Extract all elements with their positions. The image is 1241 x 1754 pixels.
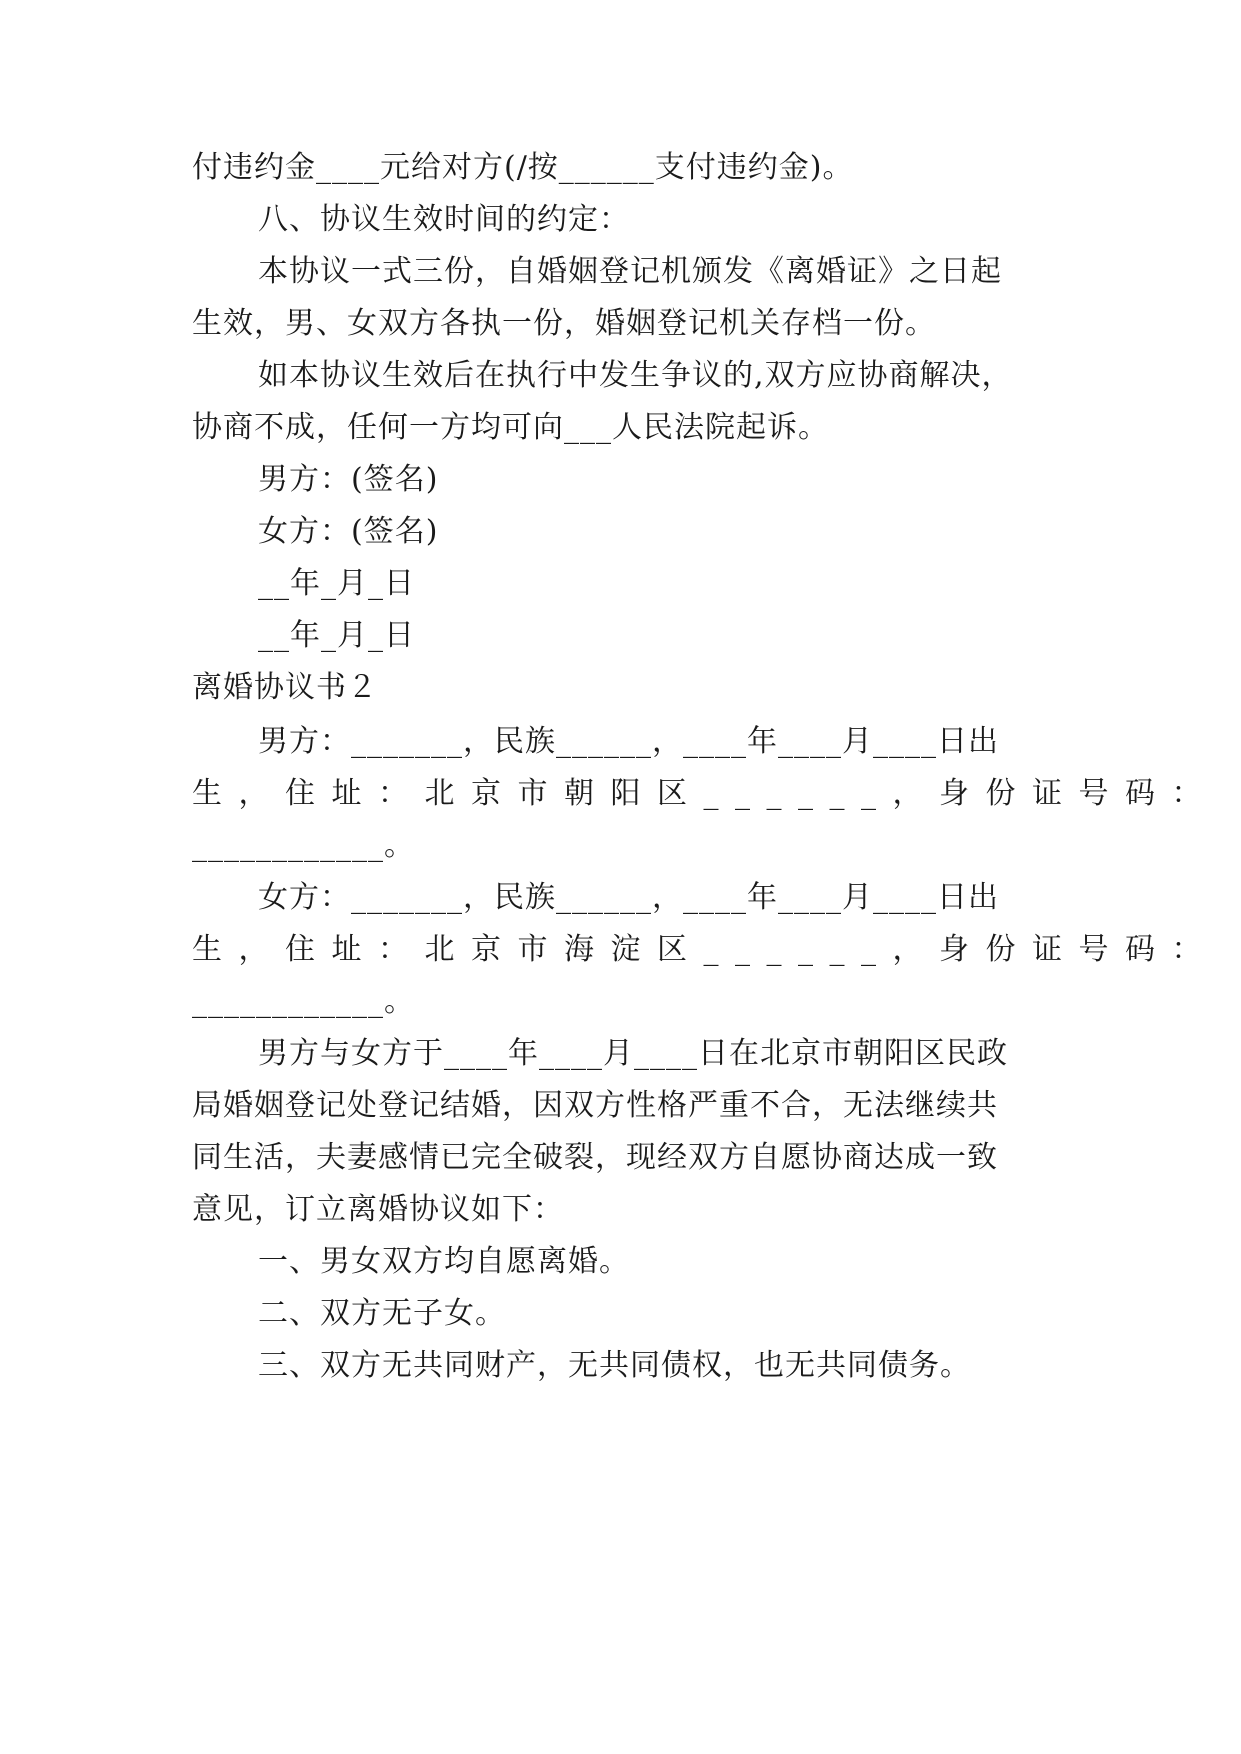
text-line: 生，住址：北京市朝阳区______，身份证号码： [192,776,1218,811]
date-line: __年_月_日 [258,566,415,601]
text-line: 男方：_______，民族______，____年____月____日出 [258,724,999,759]
text-line: ____________。 [192,984,415,1019]
signature-male: 男方：(签名) [258,462,439,497]
text-line: 生，住址：北京市海淀区______，身份证号码： [192,932,1218,967]
clause-2: 二、双方无子女。 [258,1296,506,1331]
text-line: 意见，订立离婚协议如下： [192,1192,564,1227]
date-line: __年_月_日 [258,618,415,653]
text-line: 局婚姻登记处登记结婚，因双方性格严重不合，无法继续共 [192,1088,998,1123]
text-line: 协商不成，任何一方均可向___人民法院起诉。 [192,410,829,445]
text-line: 同生活，夫妻感情已完全破裂，现经双方自愿协商达成一致 [192,1140,998,1175]
text-line: 如本协议生效后在执行中发生争议的,双方应协商解决， [258,358,1013,393]
text-line: 女方：_______，民族______，____年____月____日出 [258,880,999,915]
text-line: 男方与女方于____年____月____日在北京市朝阳区民政 [258,1036,1008,1071]
clause-1: 一、男女双方均自愿离婚。 [258,1244,630,1279]
section-heading: 八、协议生效时间的约定： [258,202,630,237]
text-line: 本协议一式三份，自婚姻登记机颁发《离婚证》之日起 [258,254,1002,289]
text-line: 付违约金____元给对方(/按______支付违约金)。 [192,150,854,185]
clause-3: 三、双方无共同财产，无共同债权，也无共同债务。 [258,1348,971,1383]
document-title: 离婚协议书２ [192,670,378,705]
text-line: 生效，男、女双方各执一份，婚姻登记机关存档一份。 [192,306,936,341]
text-line: ____________。 [192,828,415,863]
signature-female: 女方：(签名) [258,514,439,549]
